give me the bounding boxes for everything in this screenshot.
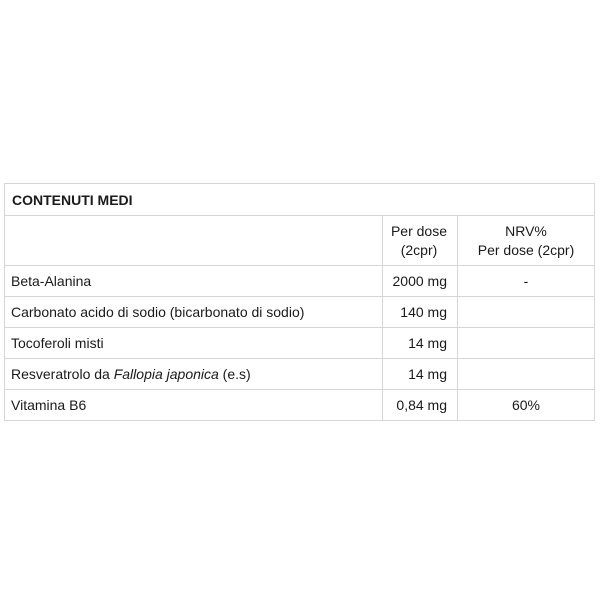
ingredient-dose: 2000 mg [383,266,458,297]
ingredient-nrv: - [458,266,595,297]
ingredient-name: Carbonato acido di sodio (bicarbonato di sodio) [5,297,383,328]
ingredient-dose: 14 mg [383,328,458,359]
ingredient-nrv [458,328,595,359]
table-row [5,359,595,390]
ingredient-dose: 0,84 mg [383,390,458,421]
nutrition-table [4,183,595,421]
header-nrv-cell [458,216,595,266]
header-nrv-line2: Per dose (2cpr) [477,241,575,258]
ingredient-dose: 14 mg [383,359,458,390]
table-row [5,297,595,328]
ingredient-nrv [458,359,595,390]
ingredient-name: Beta-Alanina [5,266,383,297]
ingredient-nrv [458,297,595,328]
table-row [5,266,595,297]
ingredient-name-suffix: (e.s) [218,366,251,382]
table-row [5,328,595,359]
ingredient-name-prefix: Resveratrolo da [11,366,114,382]
table-title: CONTENUTI MEDI [5,184,595,216]
ingredient-name-species: Fallopia japonica [113,366,219,382]
header-empty-cell [5,216,383,266]
ingredient-dose: 140 mg [383,297,458,328]
header-dose-line1: Per dose [390,222,448,239]
header-dose-cell [383,216,458,266]
header-nrv-line1: NRV% [505,222,547,239]
table-row [5,390,595,421]
ingredient-nrv: 60% [458,390,595,421]
ingredient-name: Vitamina B6 [5,390,383,421]
table-header-row [5,216,595,266]
ingredient-name: Tocoferoli misti [5,328,383,359]
header-dose-line2: (2cpr) [400,241,438,258]
table-title-row [5,184,595,216]
ingredient-name [5,359,383,390]
